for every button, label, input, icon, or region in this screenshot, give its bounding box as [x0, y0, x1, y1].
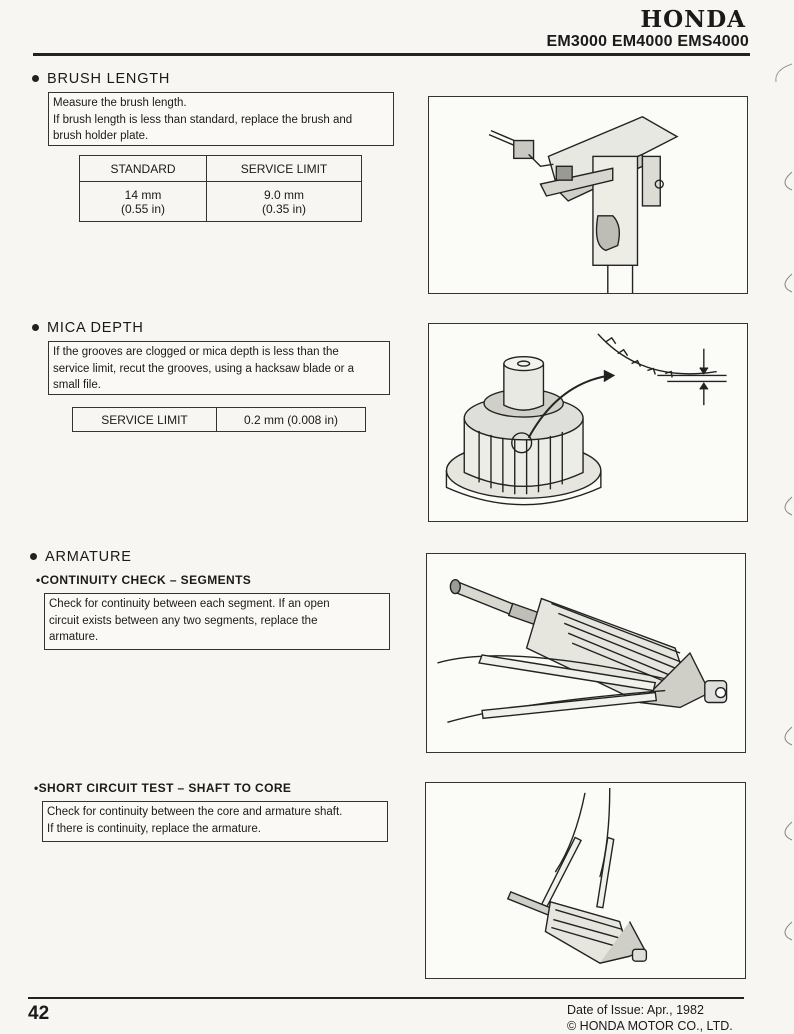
section-heading-brush-length: BRUSH LENGTH: [32, 71, 170, 87]
figure-brush-caliper: [428, 96, 748, 294]
standard-value: 14 mm (0.55 in): [80, 182, 207, 222]
subheading-continuity-check: •CONTINUITY CHECK – SEGMENTS: [36, 573, 252, 587]
figure-commutator-mica: [428, 323, 748, 522]
figure-armature-continuity: [426, 553, 746, 753]
brush-length-spec-table: [79, 155, 362, 222]
armature-short-circuit-illustration: [426, 783, 745, 978]
armature-continuity-illustration: [427, 554, 745, 752]
section-heading-armature: ARMATURE: [30, 549, 132, 565]
figure-armature-short-circuit: [425, 782, 746, 979]
subheading-short-circuit-test: •SHORT CIRCUIT TEST – SHAFT TO CORE: [34, 781, 292, 795]
bullet-icon: [32, 324, 39, 331]
caliper-illustration: [429, 97, 747, 293]
header-service-limit: SERVICE LIMIT: [207, 156, 362, 182]
service-limit-value: 0.2 mm (0.008 in): [217, 408, 366, 432]
brush-length-note: Measure the brush length. If brush length is less than standard, replace the brush and brush holder plate.: [48, 92, 394, 146]
mica-depth-note: If the grooves are clogged or mica depth is less than the service limit, recut the grooves, using a hacksaw blade or a small file.: [48, 341, 390, 395]
issue-date: Date of Issue: Apr., 1982: [567, 1003, 704, 1017]
copyright: © HONDA MOTOR CO., LTD.: [567, 1019, 733, 1033]
binder-hole-mark: [766, 272, 794, 294]
binder-hole-mark: [766, 170, 794, 192]
binder-hole-mark: [766, 920, 794, 942]
continuity-check-note: Check for continuity between each segment. If an open circuit exists between any two segments, replace the armature.: [44, 593, 390, 650]
footer-rule: [28, 997, 744, 999]
bullet-icon: [30, 553, 37, 560]
model-names: EM3000 EM4000 EMS4000: [546, 33, 749, 50]
binder-hole-mark: [766, 495, 794, 517]
brand-logo: HONDA: [640, 6, 746, 33]
issue-info: [567, 1002, 733, 1034]
bullet-icon: [32, 75, 39, 82]
section-heading-mica-depth: MICA DEPTH: [32, 320, 144, 336]
commutator-illustration: [429, 324, 747, 521]
binder-hole-mark: [766, 62, 794, 84]
header-standard: STANDARD: [80, 156, 207, 182]
binder-hole-mark: [766, 725, 794, 747]
binder-hole-mark: [766, 820, 794, 842]
mica-depth-spec-table: [72, 407, 366, 432]
page-number: 42: [28, 1003, 50, 1024]
header-rule: [33, 53, 750, 56]
service-limit-value: 9.0 mm (0.35 in): [207, 182, 362, 222]
short-circuit-note: Check for continuity between the core and armature shaft. If there is continuity, replace the armature.: [42, 801, 388, 842]
service-limit-label: SERVICE LIMIT: [73, 408, 217, 432]
